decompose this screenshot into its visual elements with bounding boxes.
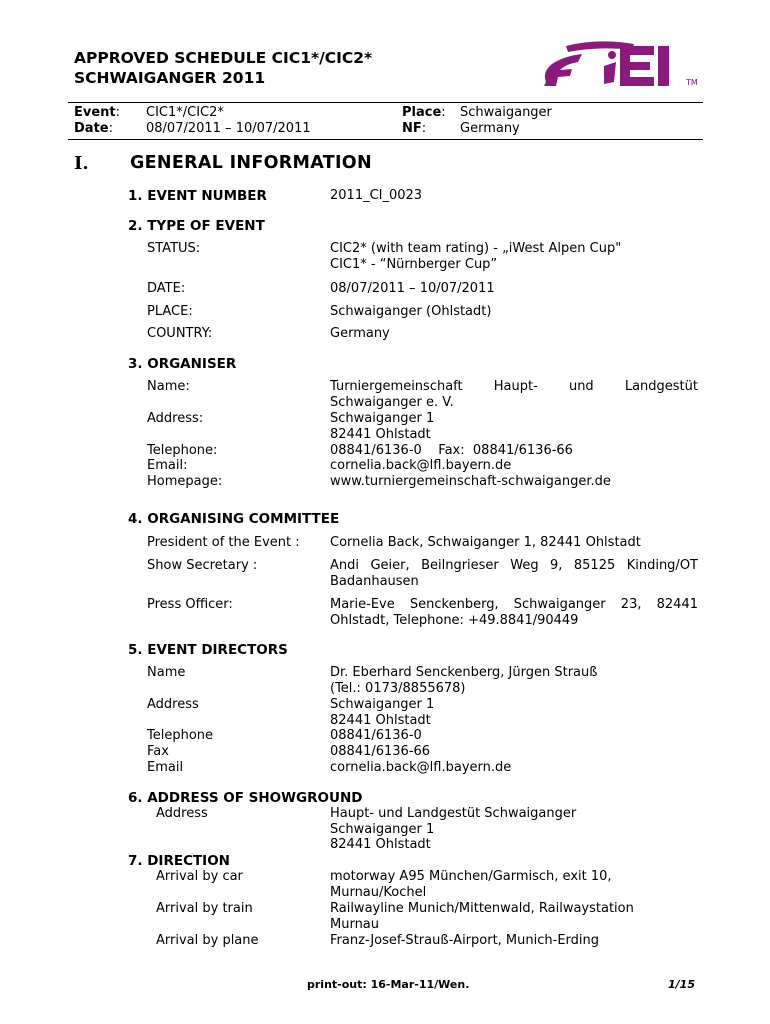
arrival-car-label: Arrival by car [156,869,243,884]
directors-address-line-2: 82441 Ohlstadt [330,712,431,728]
showground-heading: 6. ADDRESS OF SHOWGROUND [128,790,363,806]
place-value: Schwaiganger [460,105,552,120]
place-label-field: PLACE: [147,304,193,319]
place-label-group: Place: [402,105,446,120]
place-value-field: Schwaiganger (Ohlstadt) [330,304,492,319]
event-value: CIC1*/CIC2* [146,105,224,120]
directors-email-label: Email [147,760,184,775]
organiser-homepage-label: Homepage: [147,474,223,489]
secretary-label: Show Secretary : [147,558,258,573]
event-directors-heading: 5. EVENT DIRECTORS [128,642,288,658]
arrival-car-value [330,869,698,900]
event-label: Event [74,105,116,120]
organiser-name-line-1: Turniergemeinschaft Haupt- und Landgestüt [330,379,698,394]
status-line-1: CIC2* (with team rating) - „iWest Alpen Cup" [330,241,622,256]
directors-name-value [330,665,698,696]
directors-address-label: Address [147,697,199,712]
showground-line-3: 82441 Ohlstadt [330,837,431,853]
organiser-address-label: Address: [147,411,204,426]
nf-label-group: NF: [402,121,427,136]
president-label: President of the Event : [147,535,300,550]
press-officer-label: Press Officer: [147,597,233,612]
status-label: STATUS: [147,241,201,256]
showground-line-2: Schwaiganger 1 [330,821,435,837]
event-number-value: 2011_CI_0023 [330,188,423,203]
organiser-address-line-2: 82441 Ohlstadt [330,426,431,442]
secretary-line-1: Andi Geier, Beilngrieser Weg 9, 85125 Kinding/OT [330,558,698,573]
organiser-heading: 3. ORGANISER [128,356,237,372]
directors-name-label: Name [147,665,186,680]
arrival-car-line-1: motorway A95 München/Garmisch, exit 10, [330,869,612,884]
showground-address-label: Address [156,806,208,821]
directors-address-line-1: Schwaiganger 1 [330,697,435,712]
event-label-group: Event: [74,105,121,120]
arrival-train-label: Arrival by train [156,901,253,916]
showground-line-1: Haupt- und Landgestüt Schwaiganger [330,806,577,821]
arrival-train-line-1: Railwayline Munich/Mittenwald, Railwaystation [330,901,634,916]
arrival-car-line-2: Murnau/Kochel [330,884,427,900]
title-line-1: APPROVED SCHEDULE CIC1*/CIC2* [74,49,373,67]
date-label: Date [74,121,109,136]
printout-footer: print-out: 16-Mar-11/Wen. [307,978,470,991]
country-value: Germany [330,326,390,341]
direction-heading: 7. DIRECTION [128,853,230,869]
press-officer-line-2: Ohlstadt, Telephone: +49.8841/90449 [330,612,579,628]
trademark-mark: TM [686,78,698,87]
arrival-train-line-2: Murnau [330,916,380,932]
directors-address-value [330,697,698,728]
event-number-heading: 1. EVENT NUMBER [128,188,267,204]
status-value [330,241,698,272]
directors-fax-value: 08841/6136-66 [330,744,431,759]
organiser-name-value [330,379,698,410]
arrival-plane-value: Franz-Josef-Strauß-Airport, Munich-Erding [330,933,600,948]
date-label-field: DATE: [147,281,186,296]
country-label: COUNTRY: [147,326,213,341]
fei-logo-graphic [538,38,700,90]
directors-telephone-label: Telephone [147,728,214,743]
organiser-telephone-value: 08841/6136-0 Fax: 08841/6136-66 [330,443,573,458]
organiser-email-label: Email: [147,458,188,473]
arrival-train-value [330,901,698,932]
directors-telephone-value: 08841/6136-0 [330,728,422,743]
press-officer-line-1: Marie-Eve Senckenberg, Schwaiganger 23, 82441 [330,597,698,612]
place-label: Place [402,105,442,120]
organiser-address-line-1: Schwaiganger 1 [330,411,435,426]
arrival-plane-label: Arrival by plane [156,933,259,948]
organiser-address-value [330,411,698,442]
organising-committee-heading: 4. ORGANISING COMMITTEE [128,511,340,527]
directors-fax-label: Fax [147,744,169,759]
president-value: Cornelia Back, Schwaiganger 1, 82441 Ohlstadt [330,535,641,550]
document-title [74,48,372,88]
organiser-homepage-link[interactable]: www.turniergemeinschaft-schwaiganger.de [330,474,611,489]
organiser-name-label: Name: [147,379,190,394]
secretary-line-2: Badanhausen [330,573,419,589]
section-number: I. [74,153,89,174]
nf-label: NF [402,121,422,136]
title-line-2: SCHWAIGANGER 2011 [74,69,266,87]
showground-address-value [330,806,698,853]
organiser-telephone-label: Telephone: [147,443,218,458]
secretary-value [330,558,698,589]
date-label-group: Date: [74,121,113,136]
press-officer-value [330,597,698,628]
organiser-name-line-2: Schwaiganger e. V. [330,394,454,410]
event-header-box [68,102,703,140]
organiser-email-link[interactable]: cornelia.back@lfl.bayern.de [330,458,512,473]
section-title: GENERAL INFORMATION [130,153,372,173]
type-of-event-heading: 2. TYPE OF EVENT [128,218,265,234]
fei-logo [538,38,700,90]
status-line-2: CIC1* - “Nürnberger Cup” [330,256,498,272]
nf-value: Germany [460,121,520,136]
directors-name-line-1: Dr. Eberhard Senckenberg, Jürgen Strauß [330,665,598,680]
page-number: 1/15 [668,978,695,991]
date-value: 08/07/2011 – 10/07/2011 [146,121,311,136]
directors-name-line-2: (Tel.: 0173/8855678) [330,680,466,696]
directors-email-link[interactable]: cornelia.back@lfl.bayern.de [330,760,512,775]
date-value-field: 08/07/2011 – 10/07/2011 [330,281,495,296]
